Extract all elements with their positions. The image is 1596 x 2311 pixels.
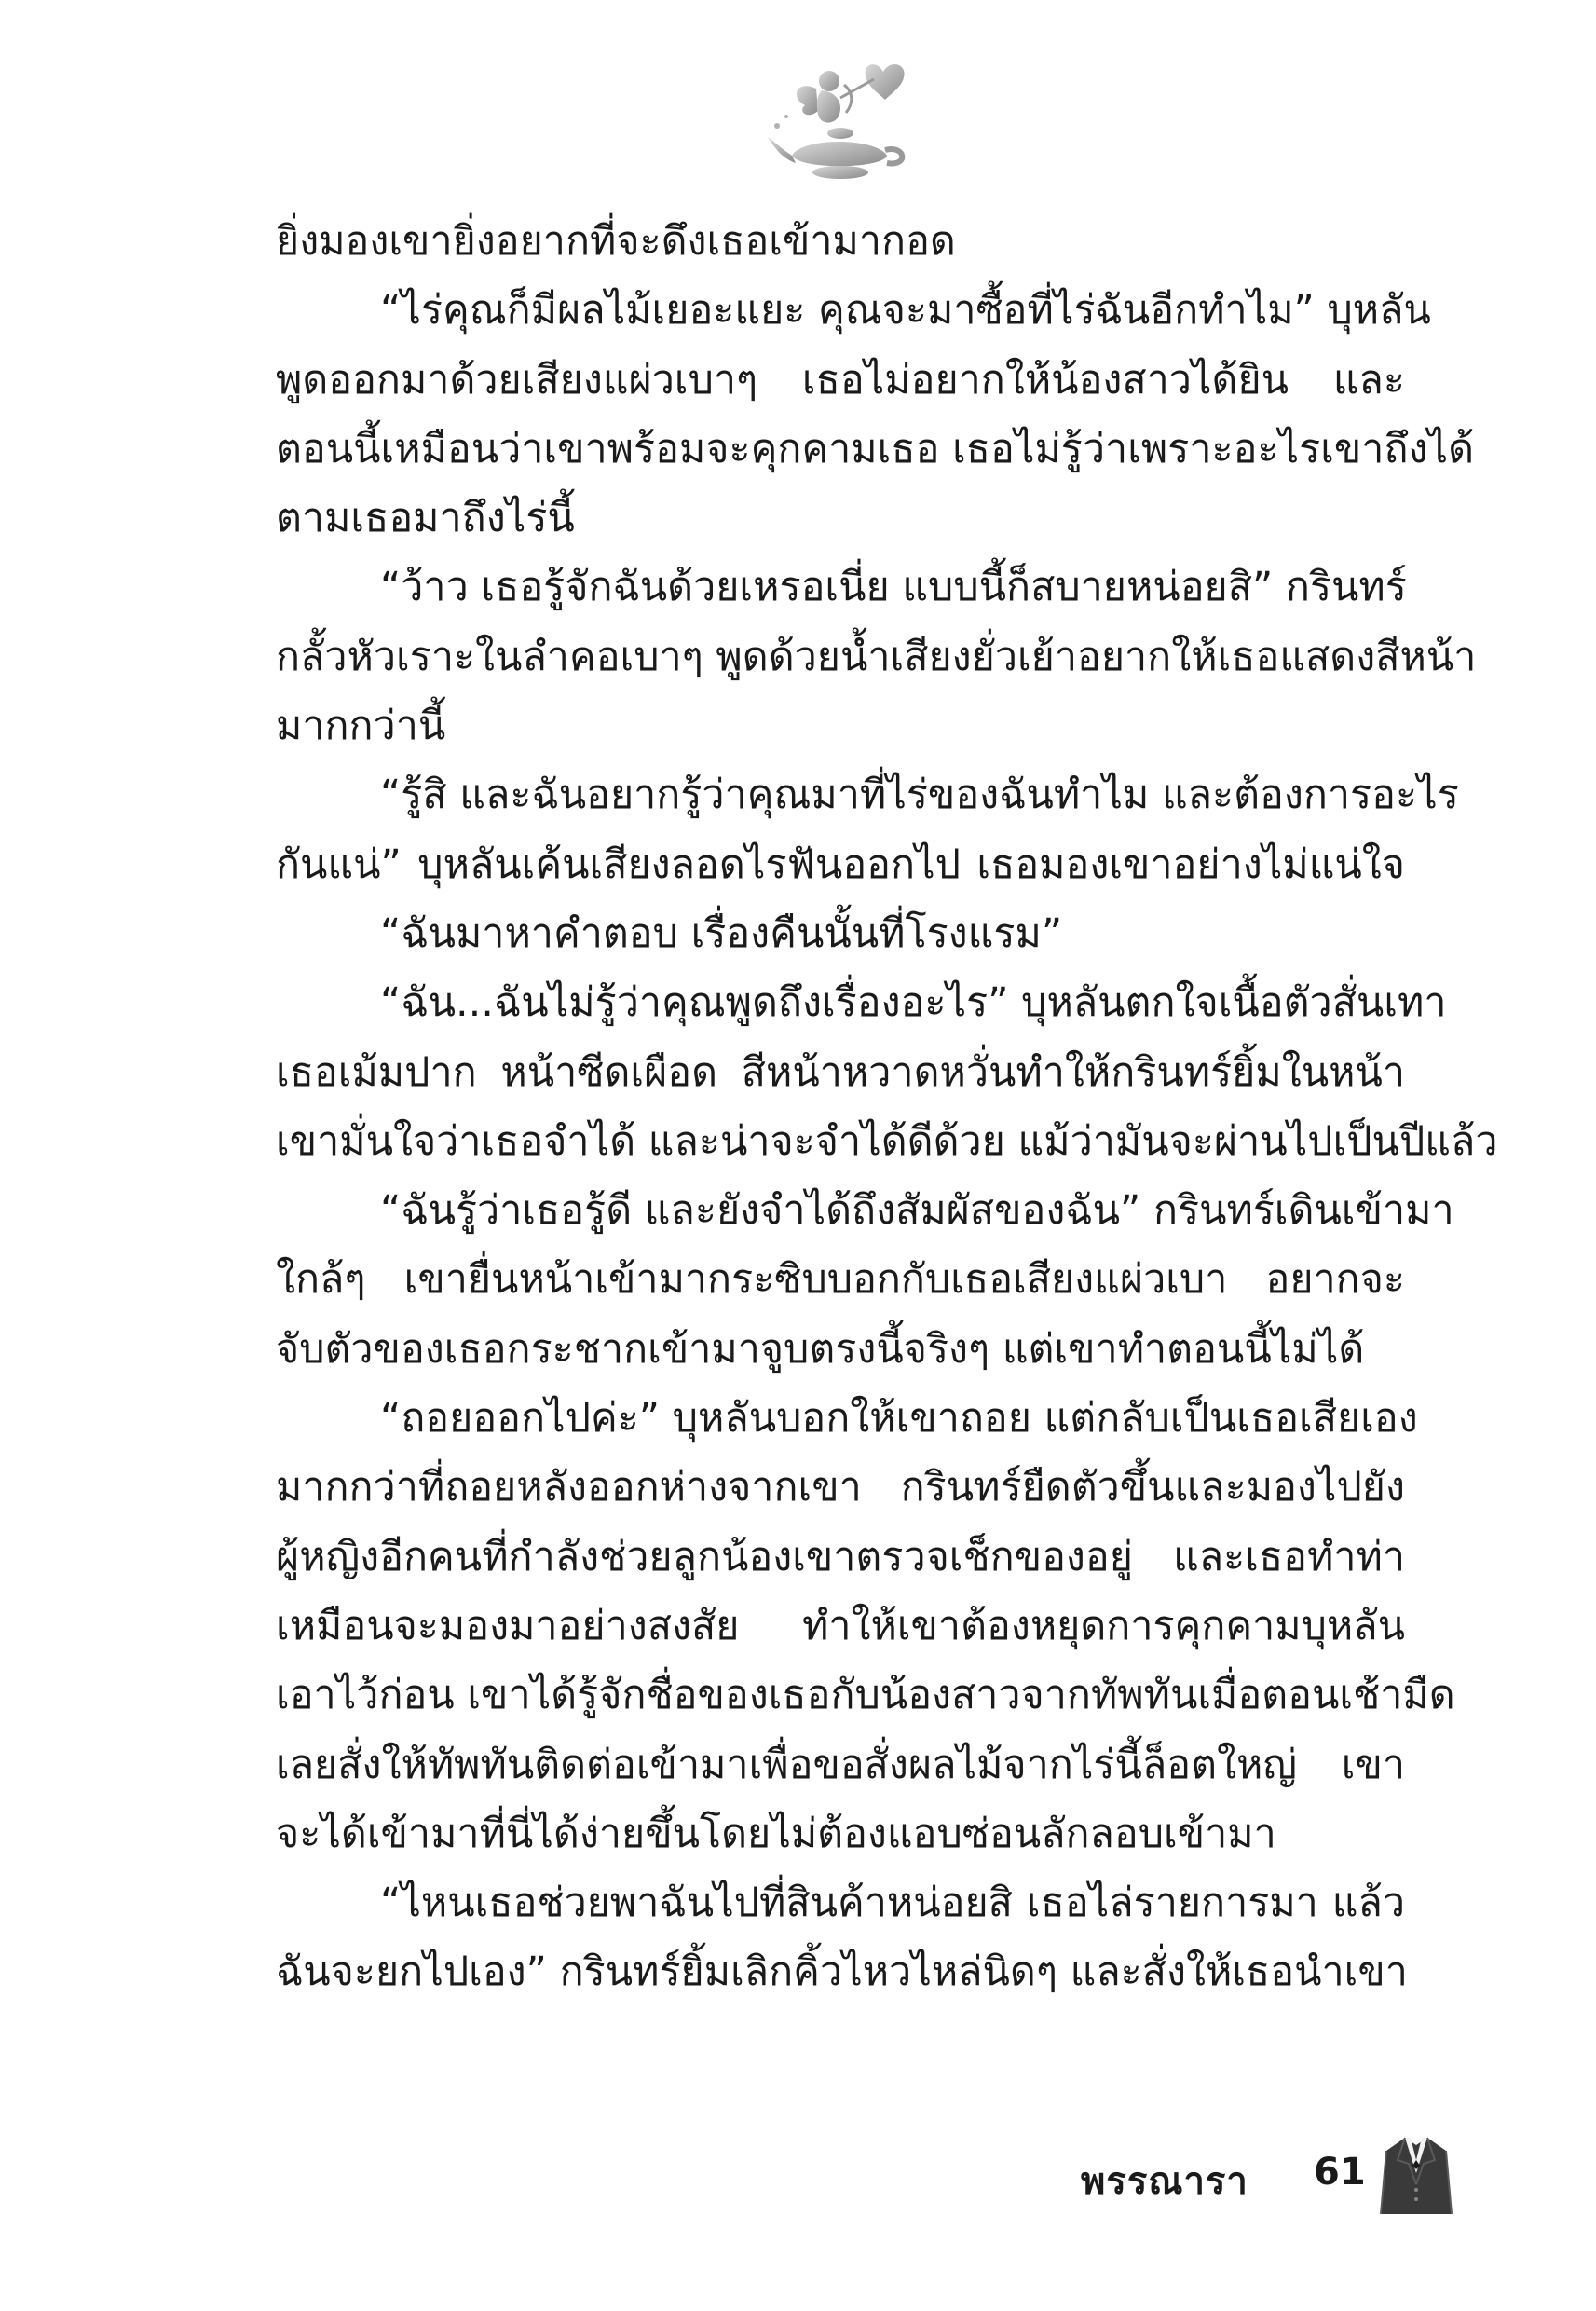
text-line: “ไร่คุณก็มีผลไม้เยอะแยะ คุณจะมาซื้อที่ไร่ฉันอีกทำไม” บุหลัน [380, 287, 1431, 335]
text-line: เธอเม้มปาก หน้าซีดเผือด สีหน้าหวาดหวั่นทำให้กรินทร์ยิ้มในหน้า [276, 1048, 1405, 1096]
text-line: มากกว่าที่ถอยหลังออกห่างจากเขา กรินทร์ยืดตัวขึ้นและมองไปยัง [276, 1464, 1405, 1511]
text-line: ฉันจะยกไปเอง” กรินทร์ยิ้มเลิกคิ้วไหวไหล่นิดๆ และสั่งให้เธอนำเขา [276, 1949, 1408, 1996]
text-line: เขามั่นใจว่าเธอจำได้ และน่าจะจำได้ดีด้วย แม้ว่ามันจะผ่านไปเป็นปีแล้ว [276, 1117, 1498, 1165]
text-line: เหมือนจะมองมาอย่างสงสัย ทำให้เขาต้องหยุดการคุกคามบุหลัน [276, 1602, 1405, 1649]
text-line: “รู้สิ และฉันอยากรู้ว่าคุณมาที่ไร่ของฉันทำไม และต้องการอะไร [380, 772, 1459, 819]
body-text [276, 207, 1498, 2007]
text-line: กันแน่” บุหลันเค้นเสียงลอดไรฟันออกไป เธอมองเขาอย่างไม่แน่ใจ [276, 841, 1405, 888]
text-line: “ฉันรู้ว่าเธอรู้ดี และยังจำได้ถึงสัมผัสของฉัน” กรินทร์เดินเข้ามา [380, 1187, 1454, 1235]
text-line: ยิ่งมองเขายิ่งอยากที่จะดึงเธอเข้ามากอด [276, 218, 956, 265]
text-line: “ฉัน...ฉันไม่รู้ว่าคุณพูดถึงเรื่องอะไร” บุหลันตกใจเนื้อตัวสั่นเทา [380, 979, 1447, 1027]
text-line: พูดออกมาด้วยเสียงแผ่วเบาๆ เธอไม่อยากให้น้องสาวได้ยิน และ [276, 356, 1405, 403]
book-title: พรรณารา [1081, 2160, 1248, 2203]
text-line: มากกว่านี้ [276, 703, 446, 750]
text-line: จับตัวของเธอกระชากเข้ามาจูบตรงนี้จริงๆ แต่เขาทำตอนนี้ไม่ได้ [276, 1325, 1365, 1373]
text-line: ใกล้ๆ เขายื่นหน้าเข้ามากระซิบบอกกับเธอเสียงแผ่วเบา อยากจะ [276, 1256, 1405, 1304]
text-line: “ถอยออกไปค่ะ” บุหลันบอกให้เขาถอย แต่กลับเป็นเธอเสียเอง [380, 1395, 1418, 1443]
text-line: จะได้เข้ามาที่นี่ได้ง่ายขึ้นโดยไม่ต้องแอบซ่อนลักลอบเข้ามา [276, 1810, 1276, 1857]
suit-jacket-icon [1379, 2132, 1453, 2216]
text-line: เอาไว้ก่อน เขาได้รู้จักชื่อของเธอกับน้องสาวจากทัพทันเมื่อตอนเช้ามืด [276, 1672, 1455, 1719]
text-line: ผู้หญิงอีกคนที่กำลังช่วยลูกน้องเขาตรวจเช็กของอยู่ และเธอทำท่า [276, 1533, 1405, 1580]
text-line: กลั้วหัวเราะในลำคอเบาๆ พูดด้วยน้ำเสียงยั่วเย้าอยากให้เธอแสดงสีหน้า [276, 633, 1477, 680]
cupid-teapot-ornament-icon [764, 51, 913, 191]
page-footer [1081, 2123, 1453, 2235]
page-number: 61 [1314, 2151, 1366, 2194]
text-line: “ว้าว เธอรู้จักฉันด้วยเหรอเนี่ย แบบนี้ก็สบายหน่อยสิ” กรินทร์ [380, 564, 1407, 611]
text-line: ตามเธอมาถึงไร่นี้ [276, 495, 575, 542]
text-line: “ฉันมาหาคำตอบ เรื่องคืนนั้นที่โรงแรม” [380, 909, 1063, 957]
text-line: ตอนนี้เหมือนว่าเขาพร้อมจะคุกคามเธอ เธอไม่รู้ว่าเพราะอะไรเขาถึงได้ [276, 425, 1475, 472]
text-line: เลยสั่งให้ทัพทันติดต่อเข้ามาเพื่อขอสั่งผลไม้จากไร่นี้ล็อตใหญ่ เขา [276, 1741, 1405, 1788]
text-line: “ไหนเธอช่วยพาฉันไปที่สินค้าหน่อยสิ เธอไล่รายการมา แล้ว [380, 1880, 1405, 1927]
